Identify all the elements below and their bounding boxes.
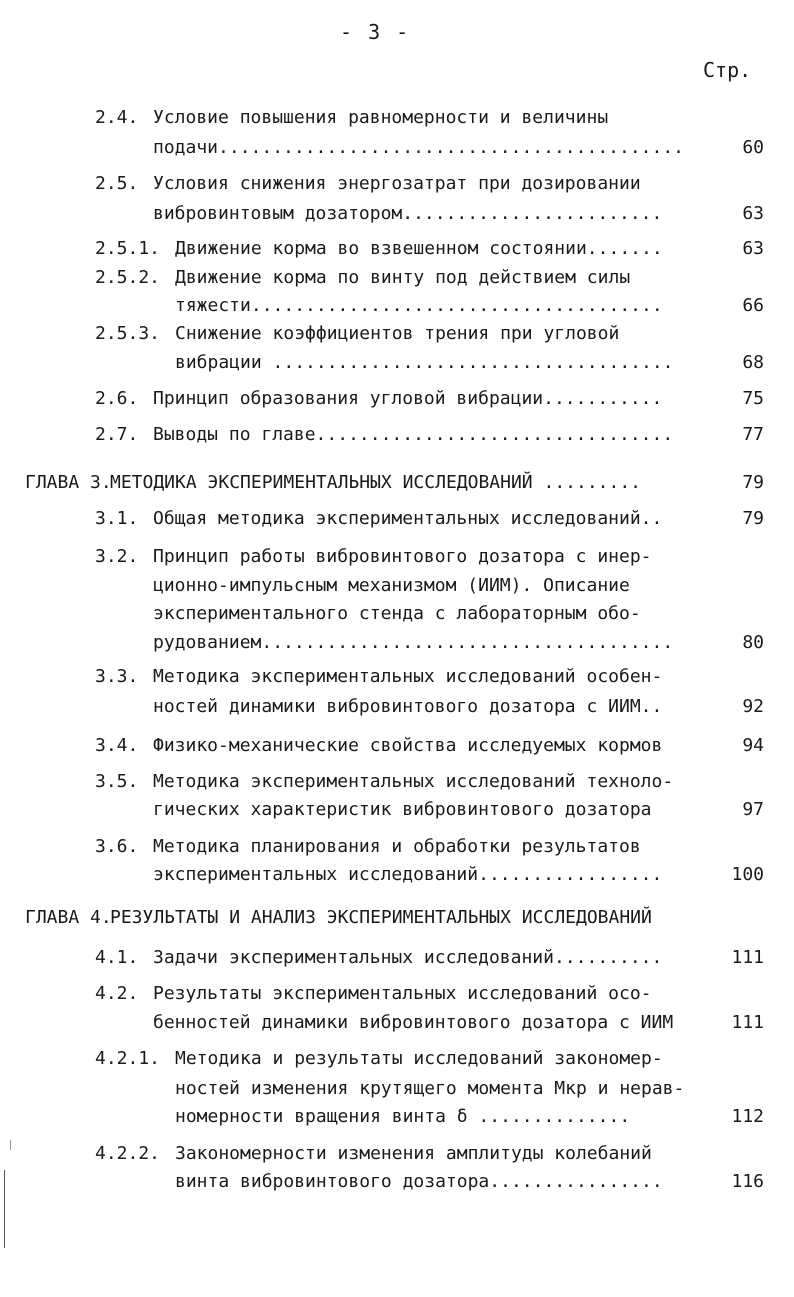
toc-line — [0, 1171, 794, 1197]
toc-text: вибрации ..................................... — [175, 352, 674, 373]
toc-text: тяжести...................................... — [175, 295, 663, 316]
scan-edge-line — [4, 1170, 5, 1248]
toc-text: Методика планирования и обработки результатов — [153, 836, 641, 857]
toc-page: 80 — [742, 632, 764, 653]
toc-line — [0, 323, 794, 349]
toc-text: вибровинтовым дозатором........................ — [153, 203, 663, 224]
toc-text: Условие повышения равномерности и величины — [153, 107, 609, 128]
toc-number: 4.2.1. — [95, 1048, 161, 1069]
toc-page: 94 — [742, 735, 764, 756]
toc-line — [0, 295, 794, 321]
toc-line — [0, 735, 794, 761]
toc-line — [0, 546, 794, 572]
toc-page: 79 — [742, 508, 764, 529]
toc-text: Методика и результаты исследований закономер- — [175, 1048, 663, 1069]
toc-line — [0, 632, 794, 658]
toc-number: 2.7. — [95, 424, 139, 445]
toc-text: Снижение коэффициентов трения при угловой — [175, 323, 620, 344]
toc-number: 3.6. — [95, 836, 139, 857]
toc-line — [0, 666, 794, 692]
toc-line — [0, 1106, 794, 1132]
toc-page: 77 — [742, 424, 764, 445]
toc-number: 2.6. — [95, 388, 139, 409]
toc-number: 3.5. — [95, 771, 139, 792]
toc-number: 3.2. — [95, 546, 139, 567]
toc-page: 112 — [731, 1106, 764, 1127]
toc-number: 2.5.1. — [95, 238, 161, 259]
toc-text: экспериментального стенда с лабораторным обо- — [153, 603, 641, 624]
toc-page: 111 — [731, 1012, 764, 1033]
toc-line — [0, 137, 794, 163]
toc-text: рудованием...................................... — [153, 632, 674, 653]
toc-line — [0, 983, 794, 1009]
toc-line — [0, 1143, 794, 1169]
toc-line — [0, 203, 794, 229]
toc-number: ГЛАВА 4. — [25, 907, 112, 928]
toc-number: 2.5. — [95, 173, 139, 194]
toc-text: Закономерности изменения амплитуды колебаний — [175, 1143, 652, 1164]
toc-number: 2.5.3. — [95, 323, 161, 344]
toc-line — [0, 508, 794, 534]
toc-number: 2.4. — [95, 107, 139, 128]
toc-text: МЕТОДИКА ЭКСПЕРИМЕНТАЛЬНЫХ ИССЛЕДОВАНИЙ ......... — [110, 472, 642, 493]
toc-text: бенностей динамики вибровинтового дозатора с ИИМ — [153, 1012, 674, 1033]
toc-number: ГЛАВА 3. — [25, 472, 112, 493]
toc-line — [0, 771, 794, 797]
toc-number: 3.4. — [95, 735, 139, 756]
toc-text: Задачи экспериментальных исследований.......... — [153, 947, 663, 968]
toc-text: подачи........................................... — [153, 137, 685, 158]
page-column-label: Стр. — [703, 58, 752, 82]
toc-page: 92 — [742, 696, 764, 717]
page-number: - 3 - — [340, 20, 411, 44]
toc-line — [0, 1012, 794, 1038]
toc-text: Выводы по главе................................. — [153, 424, 674, 445]
toc-number: 3.1. — [95, 508, 139, 529]
toc-text: ностей изменения крутящего момента Мкр и нерав- — [175, 1078, 685, 1099]
toc-line — [0, 799, 794, 825]
toc-line — [0, 424, 794, 450]
toc-number: 4.2.2. — [95, 1143, 161, 1164]
toc-line — [0, 836, 794, 862]
toc-number: 2.5.2. — [95, 267, 161, 288]
toc-line — [0, 388, 794, 414]
toc-line — [0, 238, 794, 264]
toc-line — [0, 173, 794, 199]
toc-text: Движение корма во взвешенном состоянии....... — [175, 238, 663, 259]
toc-text: Движение корма по винту под действием силы — [175, 267, 631, 288]
toc-line — [0, 352, 794, 378]
toc-text: Принцип работы вибровинтового дозатора с инер- — [153, 546, 652, 567]
toc-page: 63 — [742, 203, 764, 224]
toc-line — [0, 1048, 794, 1074]
toc-number: 4.1. — [95, 947, 139, 968]
scan-artifact — [10, 1140, 11, 1150]
toc-text: гических характеристик вибровинтового дозатора — [153, 799, 652, 820]
toc-page: 97 — [742, 799, 764, 820]
toc-page: 66 — [742, 295, 764, 316]
toc-number: 3.3. — [95, 666, 139, 687]
toc-page: 79 — [742, 472, 764, 493]
toc-page: 100 — [731, 864, 764, 885]
toc-text: номерности вращения винта δ .............. — [175, 1106, 631, 1127]
toc-line — [0, 864, 794, 890]
toc-text: Общая методика экспериментальных исследований.. — [153, 508, 663, 529]
toc-line — [0, 907, 794, 933]
toc-line — [0, 947, 794, 973]
toc-line — [0, 472, 794, 498]
toc-text: Принцип образования угловой вибрации........... — [153, 388, 663, 409]
toc-text: ционно-импульсным механизмом (ИИМ). Описание — [153, 575, 630, 596]
toc-text: Условия снижения энергозатрат при дозировании — [153, 173, 641, 194]
toc-number: 4.2. — [95, 983, 139, 1004]
toc-page: 116 — [731, 1171, 764, 1192]
toc-page: 75 — [742, 388, 764, 409]
toc-line — [0, 1078, 794, 1104]
toc-line — [0, 267, 794, 293]
toc-text: Методика экспериментальных исследований особен- — [153, 666, 663, 687]
toc-line — [0, 696, 794, 722]
toc-page: 111 — [731, 947, 764, 968]
toc-page: 68 — [742, 352, 764, 373]
toc-line — [0, 603, 794, 629]
toc-line — [0, 575, 794, 601]
toc-text: Физико-механические свойства исследуемых кормов — [153, 735, 663, 756]
toc-line — [0, 107, 794, 133]
toc-text: экспериментальных исследований................. — [153, 864, 663, 885]
toc-page: 60 — [742, 137, 764, 158]
toc-text: Результаты экспериментальных исследований осо- — [153, 983, 652, 1004]
toc-text: винта вибровинтового дозатора................ — [175, 1171, 663, 1192]
toc-page: 63 — [742, 238, 764, 259]
toc-text: РЕЗУЛЬТАТЫ И АНАЛИЗ ЭКСПЕРИМЕНТАЛЬНЫХ ИССЛЕДОВАНИЙ — [110, 907, 652, 928]
toc-text: Методика экспериментальных исследований техноло- — [153, 771, 674, 792]
toc-text: ностей динамики вибровинтового дозатора с ИИМ.. — [153, 696, 663, 717]
